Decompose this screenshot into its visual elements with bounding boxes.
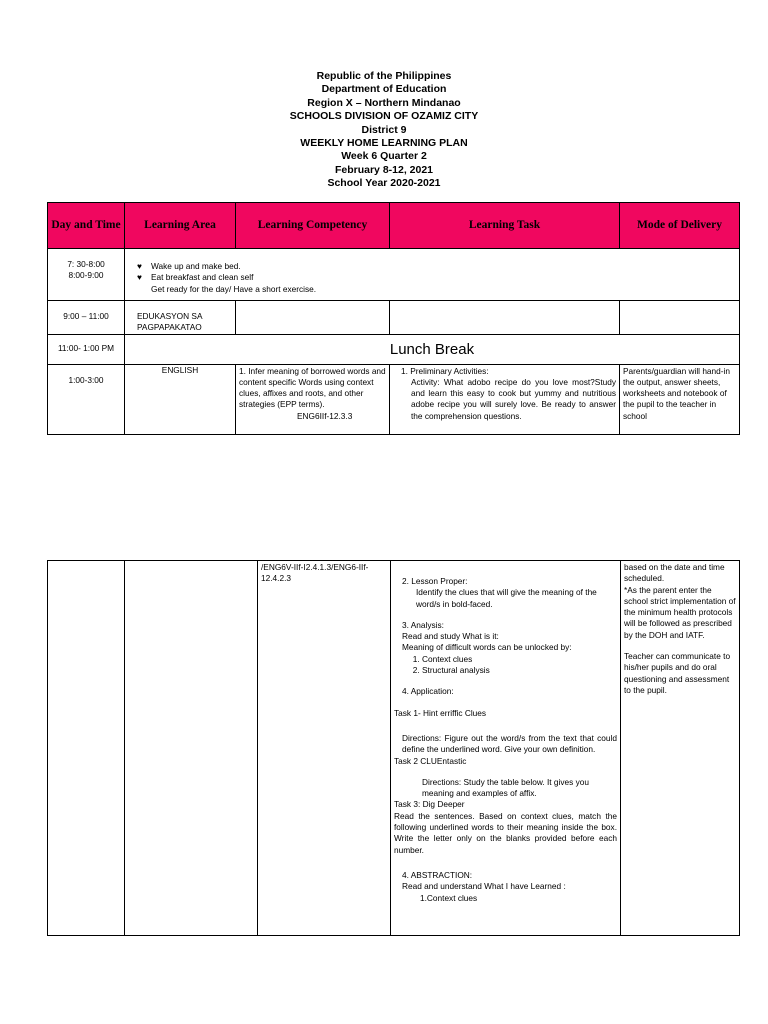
- learning-plan-table: [47, 202, 740, 435]
- task-activity: Activity: What adobo recipe do you love most?Study and learn this easy to cook but yummy and nutritious adobe recipe you will surely love. Be ready to answer the comprehension questions.: [411, 376, 616, 421]
- header-line: Republic of the Philippines: [316, 70, 452, 82]
- delivery-cell: Parents/guardian will hand-in the output, answer sheets, worksheets and notebook of the pupil to the teacher in school: [620, 364, 740, 434]
- header-line: School Year 2020-2021: [327, 177, 441, 190]
- lunch-break-label: Lunch Break: [125, 334, 740, 364]
- header-line: Region X – Northern Mindanao: [307, 96, 461, 109]
- task-cell: [391, 561, 621, 936]
- column-header: Learning Task: [390, 203, 620, 249]
- task-cell: [390, 364, 620, 434]
- task-text: Meaning of difficult words can be unlocked by:: [402, 642, 572, 653]
- table-row: [48, 561, 740, 936]
- competency-code: ENG6IIf-12.3.3: [297, 410, 353, 421]
- delivery-text: *As the parent enter the school strict implementation of the minimum health protocols will be followed as prescribed by the DOH and IATF.: [624, 584, 736, 640]
- task-text: Identify the clues that will give the meaning of the word/s in bold-faced.: [416, 587, 597, 609]
- task-title: Task 2 CLUEntastic: [394, 755, 467, 766]
- routine-text: Eat breakfast and clean self: [151, 272, 254, 283]
- task-text: Read and understand What I have Learned :: [402, 881, 566, 892]
- list-item: [137, 272, 739, 283]
- header-line: District 9: [361, 123, 407, 136]
- table-header-row: [48, 203, 740, 249]
- time-cell: 1:00-3:00: [48, 364, 125, 434]
- time-text: 8:00-9:00: [68, 270, 104, 281]
- task-text: 1.Context clues: [420, 892, 478, 903]
- table-row: [48, 364, 740, 434]
- header-line: Department of Education: [321, 83, 447, 96]
- task-heading: 4. ABSTRACTION:: [402, 869, 473, 880]
- task-title: Task 1- Hint erriffic Clues: [394, 707, 487, 718]
- task-heading: 1. Preliminary Activities:: [401, 365, 489, 376]
- routine-cell: [125, 249, 740, 301]
- task-title: Task 3: Dig Deeper: [394, 799, 465, 810]
- learning-area-cell: EDUKASYON SA PAGPAPAKATAO: [125, 301, 236, 335]
- routine-text: Wake up and make bed.: [151, 261, 241, 271]
- heart-bullet-icon: ♥: [137, 261, 142, 271]
- time-text: 7: 30-8:00: [67, 259, 105, 269]
- task-heading: 3. Analysis:: [402, 619, 444, 630]
- routine-list: [137, 261, 739, 284]
- delivery-text: based on the date and time scheduled.: [624, 562, 725, 584]
- list-item: [137, 261, 739, 272]
- time-cell: 11:00- 1:00 PM: [48, 334, 125, 364]
- empty-cell: [390, 301, 620, 335]
- competency-cell: [236, 364, 390, 434]
- column-header: Learning Competency: [236, 203, 390, 249]
- column-header: Day and Time: [48, 203, 125, 249]
- competency-cell: /ENG6V-IIf-I2.4.1.3/ENG6-IIf-12.4.2.3: [258, 561, 391, 936]
- header-line: February 8-12, 2021: [334, 163, 434, 176]
- learning-area-cell: ENGLISH: [125, 364, 236, 434]
- table-row: [48, 334, 740, 364]
- header-line: SCHOOLS DIVISION OF OZAMIZ CITY: [289, 110, 479, 123]
- header-line: WEEKLY HOME LEARNING PLAN: [300, 137, 468, 150]
- list-item: 1. Context clues: [422, 654, 617, 665]
- table-row: [48, 249, 740, 301]
- header-line: Week 6 Quarter 2: [341, 150, 427, 163]
- task-heading: 2. Lesson Proper:: [402, 576, 468, 586]
- task-text: Read and study What is it:: [402, 631, 499, 642]
- column-header: Mode of Delivery: [620, 203, 740, 249]
- heart-bullet-icon: ♥: [137, 272, 142, 283]
- task-directions: Directions: Figure out the word/s from the text that could define the underlined word. Give your own definition.: [402, 732, 617, 755]
- column-header: Learning Area: [125, 203, 236, 249]
- delivery-text: Teacher can communicate to his/her pupils and do oral questioning and assessment to the pupil.: [624, 651, 731, 695]
- empty-cell: [620, 301, 740, 335]
- learning-plan-table-continued: [47, 560, 740, 936]
- task-directions: Read the sentences. Based on context clues, match the following underlined words to their meaning inside the box. Write the letter only on the blanks provided before each number.: [394, 810, 617, 855]
- table-row: [48, 301, 740, 335]
- competency-text: 1. Infer meaning of borrowed words and content specific Words using context clues, affixes and roots, and other strategies (EPP terms).: [239, 365, 386, 410]
- time-cell: [48, 249, 125, 301]
- time-cell: 9:00 – 11:00: [48, 301, 125, 335]
- routine-extra: Get ready for the day/ Have a short exercise.: [151, 283, 317, 294]
- task-heading: 4. Application:: [402, 686, 454, 697]
- empty-cell: [236, 301, 390, 335]
- empty-cell: [125, 561, 258, 936]
- document-header: [0, 70, 768, 191]
- analysis-list: [394, 654, 617, 677]
- delivery-cell: [621, 561, 740, 936]
- list-item: 2. Structural analysis: [422, 665, 617, 676]
- empty-cell: [48, 561, 125, 936]
- task-directions: Directions: Study the table below. It gives you meaning and examples of affix.: [422, 776, 589, 799]
